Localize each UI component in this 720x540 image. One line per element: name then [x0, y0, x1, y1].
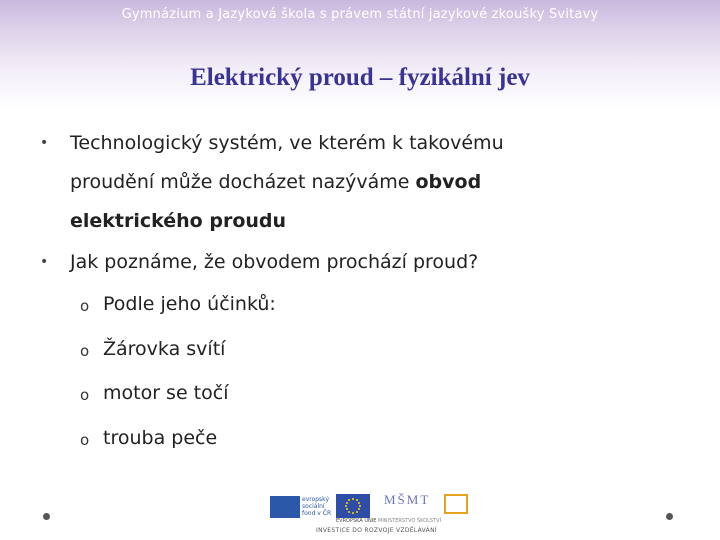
sub-marker: o [80, 430, 90, 449]
bullet-dot: • [40, 254, 49, 270]
sub-item-text: Podle jeho účinků: [103, 293, 276, 315]
sub-item-text: motor se točí [103, 382, 229, 404]
sub-item [40, 282, 660, 327]
esf-logo-text: evropský sociální fond v ČR [302, 496, 332, 517]
sub-item [40, 416, 660, 461]
sub-item [40, 371, 660, 416]
sub-marker: o [80, 341, 90, 360]
sub-item-text: Žárovka svítí [103, 337, 226, 360]
sub-marker: o [80, 297, 90, 315]
sub-item [40, 327, 660, 372]
sub-item-text: trouba peče [103, 426, 218, 449]
msmt-caption: MINISTERSTVO ŠKOLSTVÍ [378, 518, 441, 524]
msmt-logo: MŠMT [384, 492, 431, 507]
left-corner-dot [43, 513, 50, 520]
eu-caption: EVROPSKÁ UNIE [336, 518, 377, 524]
footer-logos [266, 492, 476, 536]
bullet-bold-text: elektrického proudu [70, 210, 287, 232]
bullet-item-question [40, 243, 660, 282]
right-corner-dot [666, 513, 673, 520]
school-header: Gymnázium a Jazyková škola s právem státní jazykové zkoušky Svitavy [121, 7, 599, 22]
bullet-bold-text: obvod [415, 171, 482, 193]
bullet-line [70, 163, 660, 202]
bullet-line [70, 202, 660, 241]
footer-investment-text: INVESTICE DO ROZVOJE VZDĚLÁVÁNÍ [316, 527, 437, 534]
slide-content [40, 124, 660, 460]
op-logo-icon [444, 494, 468, 514]
slide-title: Elektrický proud – fyzikální jev [190, 64, 530, 91]
bullet-text: proudění může docházet nazýváme [70, 171, 416, 193]
eu-flag-icon [336, 494, 370, 518]
sub-marker: o [80, 386, 90, 404]
esf-logo-icon [270, 496, 300, 518]
bullet-line: Technologický systém, ve kterém k takovému [70, 132, 504, 154]
bullet-dot: • [40, 135, 49, 151]
bullet-item-definition [40, 124, 660, 241]
bullet-text: Jak poznáme, že obvodem prochází proud? [70, 251, 479, 273]
